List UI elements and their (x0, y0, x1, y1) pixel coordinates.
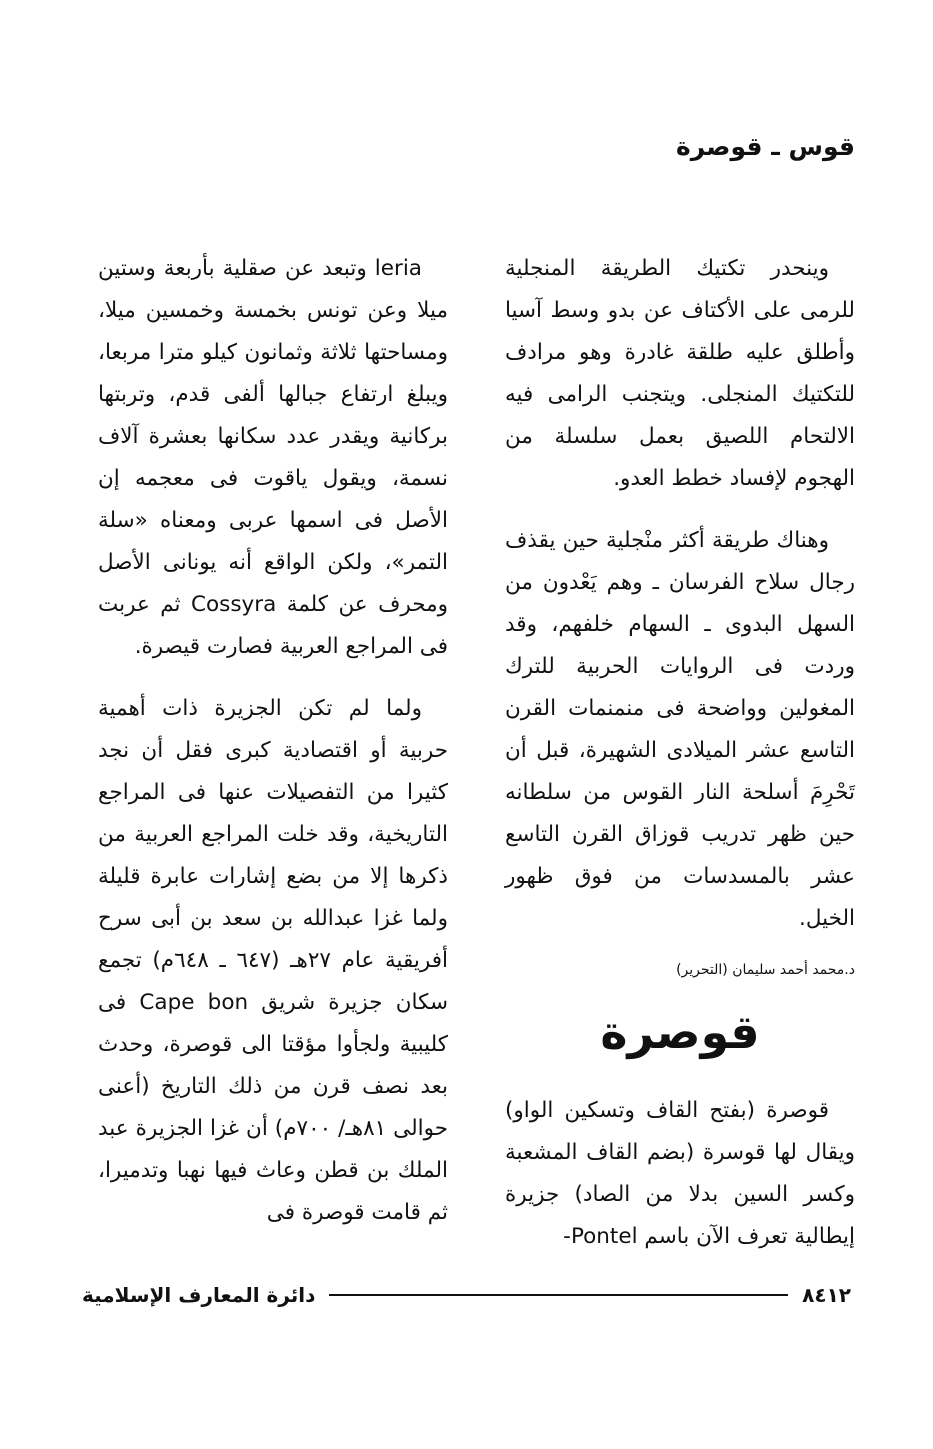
footer-rule (329, 1294, 788, 1296)
left-column (98, 248, 448, 1254)
page-number: ٨٤١٢ (802, 1283, 851, 1307)
publication-title: دائرة المعارف الإسلامية (82, 1283, 316, 1307)
entry-title: قوصرة (600, 1005, 760, 1059)
paragraph-parthian-shot: وهناك طريقة أكثر منْجلية حين يقذف رجال سلاح الفرسان ـ وهم يَعْدون من السهل البدوى ـ السهام خلفهم، وقد وردت فى الروايات الحربية للترك المغولين وواضحة فى منمنمات القرن التاسع عشر الميلادى الشهيرة، قبل أن تَحْرِمَ أسلحة النار القوس من سلطانه حين ظهر تدريب قوزاق القرن التاسع عشر بالمسدسات من فوق ظهور الخيل. (505, 528, 855, 931)
running-header: قوس ـ قوصرة (675, 132, 855, 161)
paragraph-island-history: ولما لم تكن الجزيرة ذات أهمية حربية أو اقتصادية كبرى فقل أن نجد كثيرا من التفصيلات عنها فى المراجع التاريخية، وقد خلت المراجع العربية من ذكرها إلا من بضع إشارات عابرة قليلة ولما غزا عبدالله بن سعد بن أبى سرح أفريقية عام ٢٧هـ (٦٤٧ ـ ٦٤٨م) تجمع سكان جزيرة شريق Cape bon فى كليبية ولجأوا مؤقتا الى قوصرة، وحدث بعد نصف قرن من ذلك التاريخ (أعنى حوالى ٨١هـ/ ٧٠٠م) أن غزا الجزيرة عبد الملك بن قطن وعاث فيها نهبا وتدميرا، ثم قامت قوصرة فى (98, 696, 449, 1225)
right-column (505, 248, 855, 1278)
author-signature: د.محمد أحمد سليمان (التحرير) (676, 962, 855, 978)
paragraph-bow-sickle-tactic: وينحدر تكتيك الطريقة المنجلية للرمى على الأكتاف عن بدو وسط آسيا وأطلق عليه طلقة غادرة وهو مرادف للتكتيك المنجلى. ويتجنب الرامى فيه الالتحام اللصيق بعمل سلسلة من الهجوم لإفساد خطط العدو. (505, 256, 855, 491)
paragraph-qawsara-intro: قوصرة (بفتح القاف وتسكين الواو) ويقال لها قوسرة (بضم القاف المشعبة وكسر السين بدلا من الصاد) جزيرة إيطالية تعرف الآن باسم Pontel- (505, 1098, 855, 1249)
page-footer (82, 1280, 851, 1310)
paragraph-island-geography: leria وتبعد عن صقلية بأربعة وستين ميلا وعن تونس بخمسة وخمسين ميلا، ومساحتها ثلاثة وثمانون كيلو مترا مربعا، ويبلغ ارتفاع جبالها ألفى قدم، وتربتها بركانية ويقدر عدد سكانها بعشرة آلاف نسمة، ويقول ياقوت فى معجمه إن الأصل فى اسمها عربى ومعناه «سلة التمر»، ولكن الواقع أنه يونانى الأصل ومحرف عن كلمة Cossyra ثم عربت فى المراجع العربية فصارت قيصرة. (98, 256, 449, 659)
